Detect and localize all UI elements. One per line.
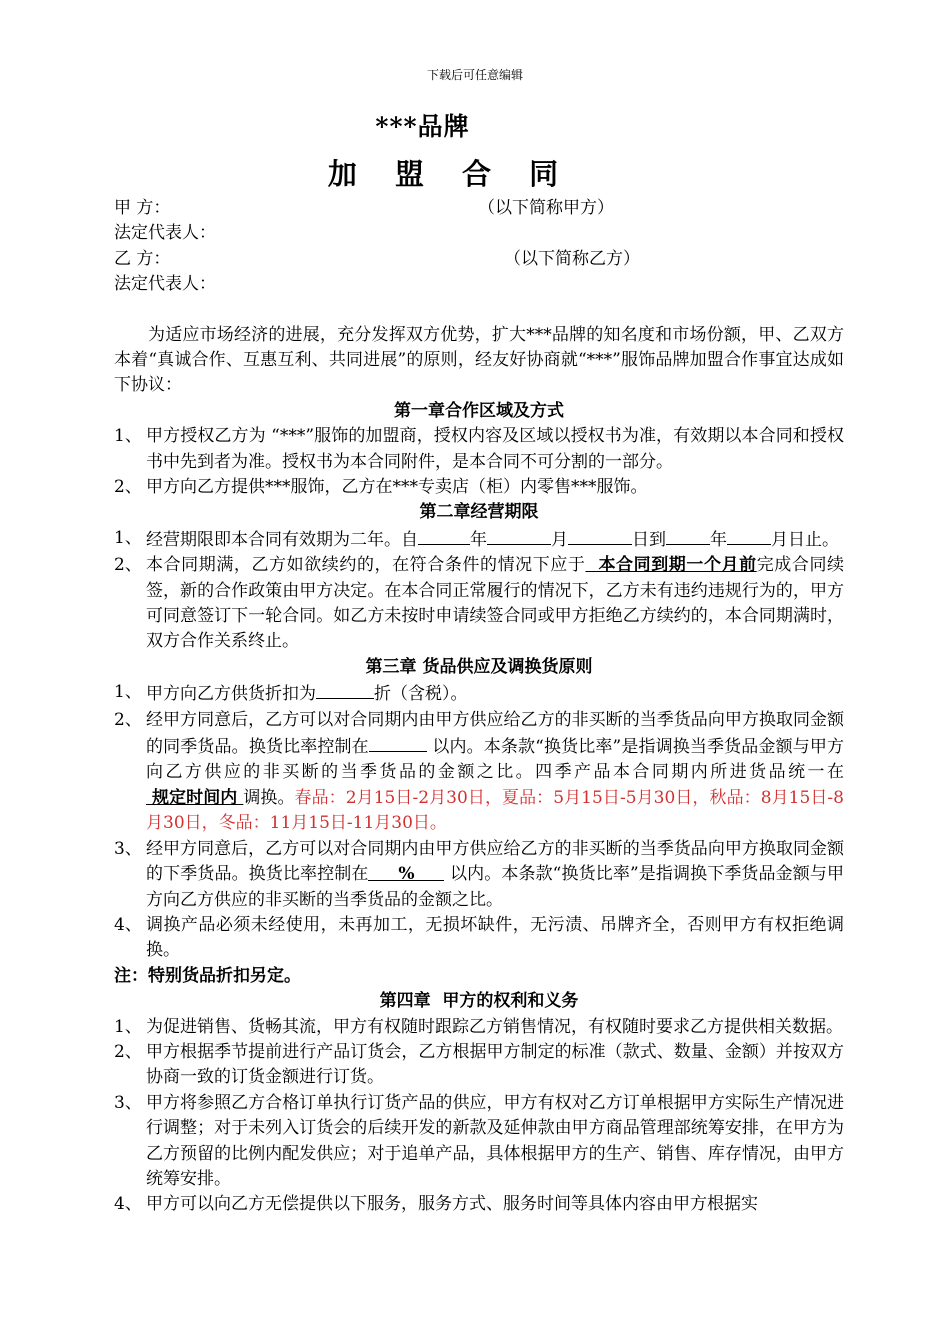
chapter-1-item-1 [114,424,844,475]
chapter-1-title: 第一章合作区域及方式 [394,400,564,421]
exchange-ratio-blank[interactable] [369,733,427,752]
item-text: 甲方根据季节提前进行产品订货会，乙方根据甲方制定的标准（款式、数量、金额）并按双方协商一致的订货金额进行订货。 [146,1041,844,1088]
item-text: 为促进销售、货畅其流，甲方有权随时跟踪乙方销售情况，有权随时要求乙方提供相关数据。 [146,1016,843,1037]
item-text: 甲方授权乙方为 “***”服饰的加盟商，授权内容及区域以授权书为准，有效期以本合同和授权书中先到者为准。授权书为本合同附件，是本合同不可分割的一部分。 [146,426,844,472]
next-season-ratio-blank[interactable]: % [368,862,444,881]
party-b-rep-row [114,272,844,297]
month-label: 月 [771,529,788,550]
chapter-3-item-4 [114,913,844,964]
season-dates: 春品：2月15日-2月30日，夏品：5月15日-5月30日，秋品：8月15日-8月30日，冬品：11月15日-11月30日。 [146,787,844,834]
item-number: 2、 [114,477,142,497]
chapter-1-item-2 [114,475,844,500]
item-text: 甲方向乙方提供***服饰，乙方在***专卖店（柜）内零售***服饰。 [146,477,648,497]
item-text: 调换产品必须未经使用，未再加工，无损坏缺件，无污渍、吊牌齐全，否则甲方有权拒绝调换。 [146,914,844,961]
chapter-3-title: 第三章 货品供应及调换货原则 [365,656,593,677]
item-text: 甲方向乙方供货折扣为 [146,684,316,705]
item-number: 3、 [114,1092,142,1113]
item-number: 1、 [114,527,142,548]
item-number: 2、 [114,1041,142,1062]
party-b-row [114,247,844,272]
item-text: 完成合同续签，新的合作政策由甲方决定。在本合同正常履行的情况下，乙方未有违约违规行为的，甲方可同意签订下一轮合同。如乙方未按时申请续签合同或甲方拒绝乙方续约的，本合同期满时，双方合作关系终止。 [146,555,845,652]
year-label: 年 [710,529,727,550]
item-number: 3、 [114,838,142,859]
day-blank-1[interactable] [568,526,632,545]
party-b-note: （以下简称乙方） [504,248,640,269]
chapter-4-title: 第四章 甲方的权利和义务 [379,991,579,1012]
item-text: 折（含税）。 [374,684,468,705]
exchange-period: 规定时间内 [146,787,244,808]
item-number: 1、 [114,682,142,703]
party-a-note: （以下简称甲方） [478,198,614,218]
chapter-2-title: 第二章经营期限 [419,502,539,523]
item-text: 经甲方同意后，乙方可以对合同期内由甲方供应给乙方的非买断的当季货品向甲方换取同金额的下季货品。换货比率控制在 [146,838,844,885]
item-number: 1、 [114,1016,142,1037]
chapter-4-item-4 [114,1192,844,1217]
item-number: 2、 [114,555,142,576]
chapter-3-item-1 [114,680,844,707]
day-label: 日到 [632,529,666,550]
party-b-label: 乙 方： [114,248,171,269]
chapter-4-item-2 [114,1040,844,1091]
year-blank-1[interactable] [418,526,470,545]
item-text: 以内。本条款“换货比率”是指调换下季货品金额与甲方向乙方供应的非买断的当季货品的金额之比。 [146,864,844,910]
chapter-3-item-3 [114,837,844,913]
item-number: 2、 [114,709,142,730]
month-blank-2[interactable] [727,526,771,545]
party-a-rep-row [114,221,844,246]
brand-title: ***品牌 [375,112,470,141]
item-text: 甲方将参照乙方合格订单执行订货产品的供应，甲方有权对乙方订单根据甲方实际生产情况进行调整；对于未列入订货会的后续开发的新款及延伸款由甲方商品管理部统筹安排，在甲方为乙方预留的比例内配发供应；对于追单产品，具体根据甲方的生产、销售、库存情况，由甲方统筹安排。 [146,1092,844,1189]
chapter-2-item-1 [114,526,844,553]
year-label: 年 [470,529,487,550]
item-number: 4、 [114,914,142,935]
item-text: 经甲方同意后，乙方可以对合同期内由甲方供应给乙方的非买断的当季货品向甲方换取同金额的同季货品。换货比率控制在 [146,709,844,758]
item-text: 甲方可以向乙方无偿提供以下服务，服务方式、服务时间等具体内容由甲方根据实 [146,1194,758,1215]
intro-paragraph: 为适应市场经济的进展，充分发挥双方优势，扩大***品牌的知名度和市场份额，甲、乙双方本着“真诚合作、互惠互利、共同进展”的原则，经友好协商就“***”服饰品牌加盟合作事宜达成如下协议： [114,324,844,396]
year-blank-2[interactable] [666,526,710,545]
contract-body [114,196,844,1218]
renewal-deadline: 本合同到期一个月前 [585,555,757,576]
discount-blank[interactable] [316,680,374,699]
party-a-label: 甲 方： [114,198,171,218]
chapter-3-item-2 [114,708,844,837]
item-number: 1、 [114,426,142,447]
item-text: 本合同期满，乙方如欲续约的，在符合条件的情况下应于 [146,555,586,576]
party-a-rep-label: 法定代表人： [114,223,216,244]
item-text: 经营期限即本合同有效期为二年。自 [146,529,418,550]
page-header: 下载后可任意编辑 [426,68,523,82]
item-number: 4、 [114,1194,142,1215]
month-blank-1[interactable] [487,526,551,545]
special-note: 注：特别货品折扣另定。 [114,965,301,986]
item-text: 调换。 [243,787,295,808]
item-text: 以内。本条款“换货比率”是指调换当季货品金额与甲方向乙方供应的非买断的当季货品的金额之比。四季产品本合同期内所进货品统一在 [146,737,844,783]
day-end-label: 日止。 [788,529,839,550]
party-a-row [114,196,844,221]
contract-title: 加 盟 合 同 [327,157,573,191]
chapter-4-item-1 [114,1015,844,1040]
party-b-rep-label: 法定代表人： [114,274,216,295]
chapter-4-item-3 [114,1091,844,1193]
chapter-2-item-2 [114,553,844,655]
month-label: 月 [551,529,568,550]
